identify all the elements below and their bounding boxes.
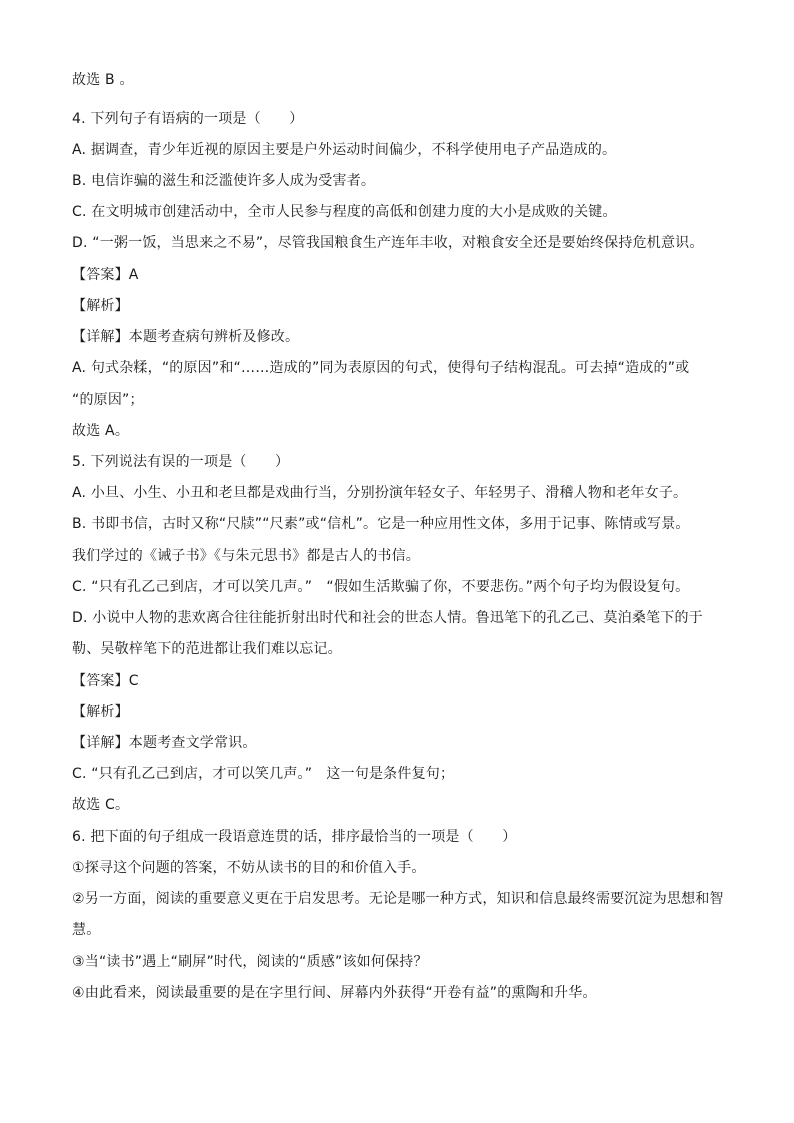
- question-4-stem: 4. 下列句子有语病的一项是（ ）: [72, 111, 304, 127]
- question-4-option-d: D. “一粥一饭，当思来之不易”，尽管我国粮食生产连年丰收，对粮食安全还是要始终保持危机意识。: [72, 235, 704, 251]
- question-5-option-b-line1: B. 书即书信，古时又称“尺牍”“尺素”或“信札”。它是一种应用性文体，多用于记事、陈情或写景。: [72, 516, 690, 532]
- answer-conclusion-q4: 故选 A。: [72, 423, 130, 439]
- question-4-option-c: C. 在文明城市创建活动中，全市人民参与程度的高低和创建力度的大小是成败的关键。: [72, 204, 617, 220]
- question-5-option-a: A. 小旦、小生、小丑和老旦都是戏曲行当，分别扮演年轻女子、年轻男子、滑稽人物和老年女子。: [72, 485, 688, 501]
- question-6-sentence-3: ③当“读书”遇上“刷屏”时代，阅读的“质感”该如何保持？: [72, 954, 428, 970]
- question-5-option-d-line2: 勒、吴敬梓笔下的范进都让我们难以忘记。: [72, 641, 342, 657]
- question-5-stem: 5. 下列说法有误的一项是（ ）: [72, 454, 290, 470]
- detail-text-q5: C. “只有孔乙己到店，才可以笑几声。” 这一句是条件复句；: [72, 766, 455, 782]
- question-6-sentence-1: ①探寻这个问题的答案，不妨从读书的目的和价值入手。: [72, 860, 426, 876]
- question-6-sentence-2-line2: 慧。: [72, 922, 101, 938]
- analysis-label-q5: 【解析】: [72, 704, 129, 720]
- question-6-sentence-4: ④由此看来，阅读最重要的是在字里行间、屏幕内外获得“开卷有益”的熏陶和升华。: [72, 985, 597, 1001]
- question-4-option-a: A. 据调查，青少年近视的原因主要是户外运动时间偏少，不科学使用电子产品造成的。: [72, 142, 617, 158]
- question-5-option-d-line1: D. 小说中人物的悲欢离合往往能折射出时代和社会的世态人情。鲁迅笔下的孔乙己、莫泊桑笔下的于: [72, 610, 703, 626]
- question-6-stem: 6. 把下面的句子组成一段语意连贯的话，排序最恰当的一项是（ ）: [72, 829, 517, 845]
- detail-text-q4-line1: A. 句式杂糅，“的原因”和“……造成的”同为表原因的句式，使得句子结构混乱。可去掉“造成的”或: [72, 360, 690, 376]
- analysis-label-q4: 【解析】: [72, 298, 129, 314]
- answer-conclusion-q5: 故选 C。: [72, 797, 130, 813]
- answer-conclusion-q3: 故选 B 。: [72, 72, 134, 88]
- detail-label-q5: 【详解】本题考查文学常识。: [72, 735, 257, 751]
- answer-label-q4: 【答案】A: [72, 267, 139, 283]
- detail-label-q4: 【详解】本题考查病句辨析及修改。: [72, 329, 300, 345]
- detail-text-q4-line2: “的原因”；: [72, 392, 144, 408]
- question-6-sentence-2-line1: ②另一方面，阅读的重要意义更在于启发思考。无论是哪一种方式，知识和信息最终需要沉淀为思想和智: [72, 891, 724, 907]
- question-4-option-b: B. 电信诈骗的滋生和泛滥使许多人成为受害者。: [72, 173, 376, 189]
- question-5-option-b-line2: 我们学过的《诫子书》《与朱元思书》都是古人的书信。: [72, 548, 420, 564]
- question-5-option-c: C. “只有孔乙己到店，才可以笑几声。” “假如生活欺骗了你，不要悲伤。”两个句子均为假设复句。: [72, 579, 690, 595]
- answer-label-q5: 【答案】C: [72, 673, 139, 689]
